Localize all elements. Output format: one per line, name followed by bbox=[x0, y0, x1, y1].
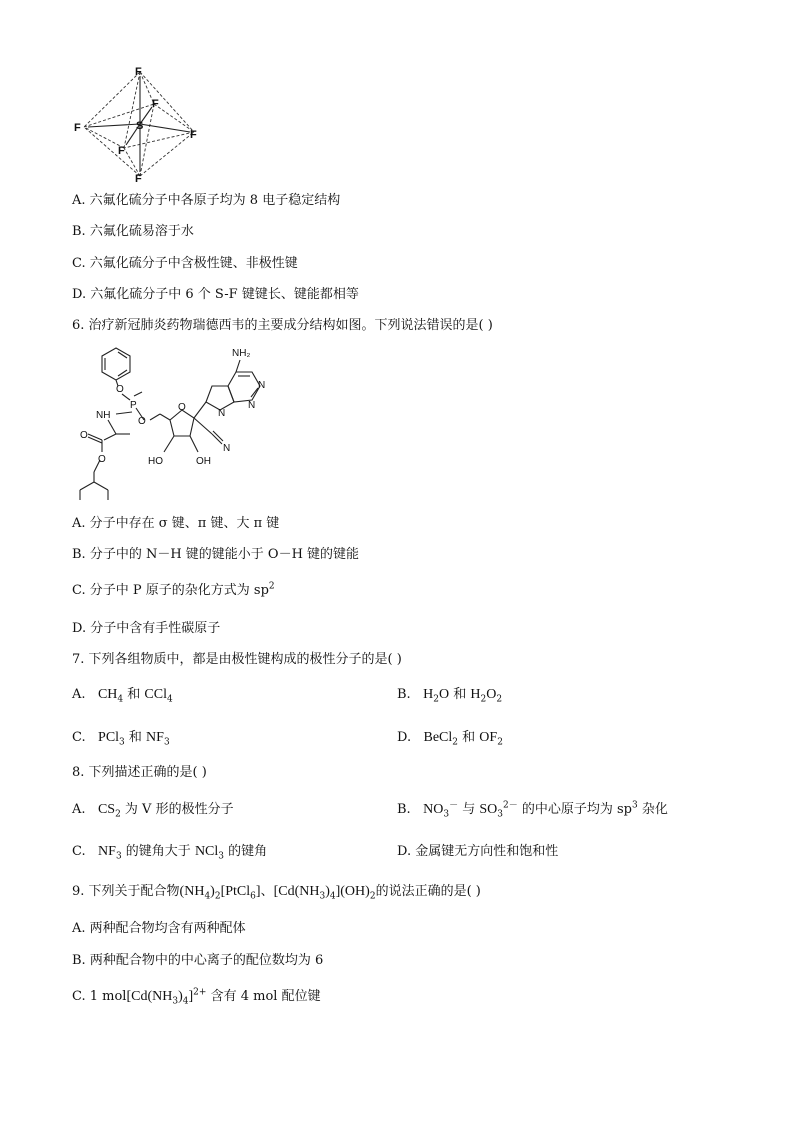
q9-c2-a-sub: 3 bbox=[319, 891, 326, 902]
q9-c2-a: [Cd(NH bbox=[273, 884, 320, 899]
q7-b-mid: 和 bbox=[449, 687, 471, 702]
atom-f-left: F bbox=[74, 122, 81, 134]
q9-c1-a-sub: 4 bbox=[204, 891, 211, 902]
label-o-ester2: O bbox=[98, 454, 106, 465]
q5-option-d: D. 六氟化硫分子中 6 个 S-F 键键长、键能都相等 bbox=[72, 287, 359, 302]
q8-option-c bbox=[72, 843, 267, 861]
q9-option-b: B. 两种配合物中的中心离子的配位数均为 6 bbox=[72, 953, 324, 968]
q7-c-s2: 3 bbox=[163, 737, 170, 748]
q9-c-ion-c: ] bbox=[188, 989, 194, 1004]
q9-c1-a: (NH bbox=[179, 884, 205, 899]
label-cn-n: N bbox=[223, 443, 231, 454]
q8-b-p2: 2－ bbox=[502, 800, 518, 811]
q7-option-c bbox=[72, 729, 170, 747]
q7-b-s2b: 2 bbox=[496, 694, 503, 705]
q8-b-f1: NO bbox=[423, 802, 444, 817]
label-o-phenoxy: O bbox=[116, 384, 124, 395]
q7-a-s1: 4 bbox=[117, 694, 124, 705]
q8-b-tail2: 杂化 bbox=[637, 802, 668, 817]
q6-stem: 6. 治疗新冠肺炎药物瑞德西韦的主要成分结构如图。下列说法错误的是( ) bbox=[72, 318, 493, 333]
label-oh: OH bbox=[196, 456, 211, 467]
label-o-p2: O bbox=[138, 416, 146, 427]
q9-c-ion-a-sub: 3 bbox=[172, 996, 179, 1007]
q6-option-c-text: C. 分子中 P 原子的杂化方式为 sp bbox=[72, 583, 269, 598]
q8-b-s2: 3 bbox=[497, 809, 503, 820]
q7-a-f1: CH bbox=[97, 687, 118, 702]
q8-c-mid: 的键角大于 bbox=[121, 844, 195, 859]
label-n-link: N bbox=[218, 408, 226, 419]
q7-d-f2: OF bbox=[479, 730, 498, 745]
q8-c-label: C. bbox=[72, 844, 86, 859]
label-nh: NH bbox=[96, 410, 111, 421]
q7-b-s1: 2 bbox=[433, 694, 439, 705]
q8-c-f2: NCl bbox=[194, 844, 219, 859]
q9-c2-b-sub: 4 bbox=[329, 891, 336, 902]
q8-b-s1: 3 bbox=[443, 809, 450, 820]
q8-stem: 8. 下列描述正确的是( ) bbox=[72, 765, 207, 780]
q7-b-label: B. bbox=[397, 687, 411, 702]
atom-f-right: F bbox=[190, 129, 197, 141]
q9-stem-post: 的说法正确的是( ) bbox=[375, 884, 481, 899]
remdesivir-structure-figure bbox=[72, 340, 282, 502]
q7-d-s2: 2 bbox=[497, 737, 503, 748]
q7-option-d bbox=[397, 729, 503, 747]
q8-c-f1: NF bbox=[98, 844, 116, 859]
label-ho: HO bbox=[148, 456, 163, 467]
q7-a-mid: 和 bbox=[123, 687, 145, 702]
q7-b-f1b: O bbox=[438, 687, 450, 702]
q7-d-mid: 和 bbox=[458, 730, 480, 745]
q9-c2-c: ](OH) bbox=[335, 884, 370, 899]
q7-c-s1: 3 bbox=[119, 737, 125, 748]
atom-f-top: F bbox=[135, 66, 142, 78]
q7-option-a bbox=[72, 686, 173, 704]
q7-b-s2: 2 bbox=[480, 694, 487, 705]
q8-a-f: CS bbox=[97, 802, 116, 817]
q8-option-b bbox=[397, 801, 668, 819]
q9-c2-c-sub: 2 bbox=[369, 891, 376, 902]
q5-option-c: C. 六氟化硫分子中含极性键、非极性键 bbox=[72, 256, 298, 271]
q9-option-c bbox=[72, 988, 321, 1006]
q9-option-a: A. 两种配合物均含有两种配体 bbox=[72, 921, 246, 936]
sf6-structure-figure bbox=[72, 62, 212, 184]
q7-d-s1: 2 bbox=[452, 737, 459, 748]
q9-c-post: 含有 4 mol 配位键 bbox=[206, 989, 321, 1004]
q8-b-f2: SO bbox=[479, 802, 498, 817]
q7-stem: 7. 下列各组物质中，都是由极性键构成的极性分子的是( ) bbox=[72, 652, 402, 667]
q9-c-ion-a: [Cd(NH bbox=[126, 989, 173, 1004]
q9-c-ion-sup: 2+ bbox=[193, 987, 207, 998]
label-o-ester1: O bbox=[80, 430, 88, 441]
q9-c-ion-b-sub: 4 bbox=[182, 996, 189, 1007]
label-n-ring2: N bbox=[248, 400, 256, 411]
label-o-ring: O bbox=[178, 402, 186, 413]
q9-c1-b-sub: 2 bbox=[214, 891, 221, 902]
q7-d-f1: BeCl bbox=[423, 730, 453, 745]
q5-option-b: B. 六氟化硫易溶于水 bbox=[72, 224, 194, 239]
q8-a-s: 2 bbox=[115, 809, 121, 820]
q7-c-mid: 和 bbox=[124, 730, 147, 745]
q8-c-tail: 的键角 bbox=[224, 844, 268, 859]
q8-option-a bbox=[72, 801, 234, 819]
q9-c-ion-b: ) bbox=[178, 989, 183, 1004]
q7-c-label: C. bbox=[72, 730, 86, 745]
q7-b-f2b: O bbox=[486, 687, 497, 702]
q9-stem-pre: 9. 下列关于配合物 bbox=[72, 884, 180, 899]
q5-option-a: A. 六氟化硫分子中各原子均为 8 电子稳定结构 bbox=[72, 193, 341, 208]
q8-b-label: B. bbox=[397, 802, 411, 817]
q7-option-b bbox=[397, 686, 502, 704]
q6-option-c bbox=[72, 582, 275, 600]
q8-a-label: A. bbox=[72, 802, 86, 817]
q9-c1-b: ) bbox=[210, 884, 215, 899]
q6-option-b: B. 分子中的 N－H 键的键能小于 O－H 键的键能 bbox=[72, 547, 360, 562]
atom-f-front: F bbox=[118, 145, 125, 157]
q8-b-tail1: 的中心原子均为 sp bbox=[517, 802, 632, 817]
q7-c-f1: PCl bbox=[98, 730, 120, 745]
q6-option-d: D. 分子中含有手性碳原子 bbox=[72, 621, 221, 636]
q7-a-s2: 4 bbox=[166, 694, 173, 705]
q7-b-f2: H bbox=[470, 687, 481, 702]
q9-c1-c-sub: 6 bbox=[250, 891, 256, 902]
q8-option-d: D. 金属键无方向性和饱和性 bbox=[397, 844, 559, 859]
atom-f-back: F bbox=[152, 98, 159, 110]
q8-b-sup: 3 bbox=[631, 800, 638, 811]
q8-b-p1: － bbox=[449, 800, 459, 811]
q9-c1-d: ] bbox=[255, 884, 261, 899]
q9-c-pre: C. 1 mol bbox=[72, 989, 127, 1004]
q6-option-a: A. 分子中存在 σ 键、π 键、大 π 键 bbox=[72, 516, 280, 531]
q9-c2-b: ) bbox=[325, 884, 330, 899]
q9-sep: 、 bbox=[260, 884, 274, 899]
q9-c1-c: [PtCl bbox=[220, 884, 251, 899]
q7-d-label: D. bbox=[397, 730, 412, 745]
q8-b-mid: 与 bbox=[458, 802, 480, 817]
q7-a-label: A. bbox=[72, 687, 86, 702]
q8-a-tail: 为 V 形的极性分子 bbox=[120, 802, 234, 817]
q8-c-s1: 3 bbox=[115, 851, 122, 862]
q7-a-f2: CCl bbox=[144, 687, 167, 702]
q7-c-f2: NF bbox=[146, 730, 164, 745]
q7-b-f1: H bbox=[423, 687, 434, 702]
label-nh2: NH₂ bbox=[232, 348, 251, 359]
atom-s-center: S bbox=[136, 120, 144, 132]
q9-stem bbox=[72, 883, 481, 901]
q6-option-c-sup: 2 bbox=[268, 581, 275, 592]
q8-c-s2: 3 bbox=[218, 851, 225, 862]
label-n-ring1: N bbox=[258, 380, 266, 391]
label-p: P bbox=[130, 400, 137, 411]
atom-f-bottom: F bbox=[135, 173, 142, 184]
